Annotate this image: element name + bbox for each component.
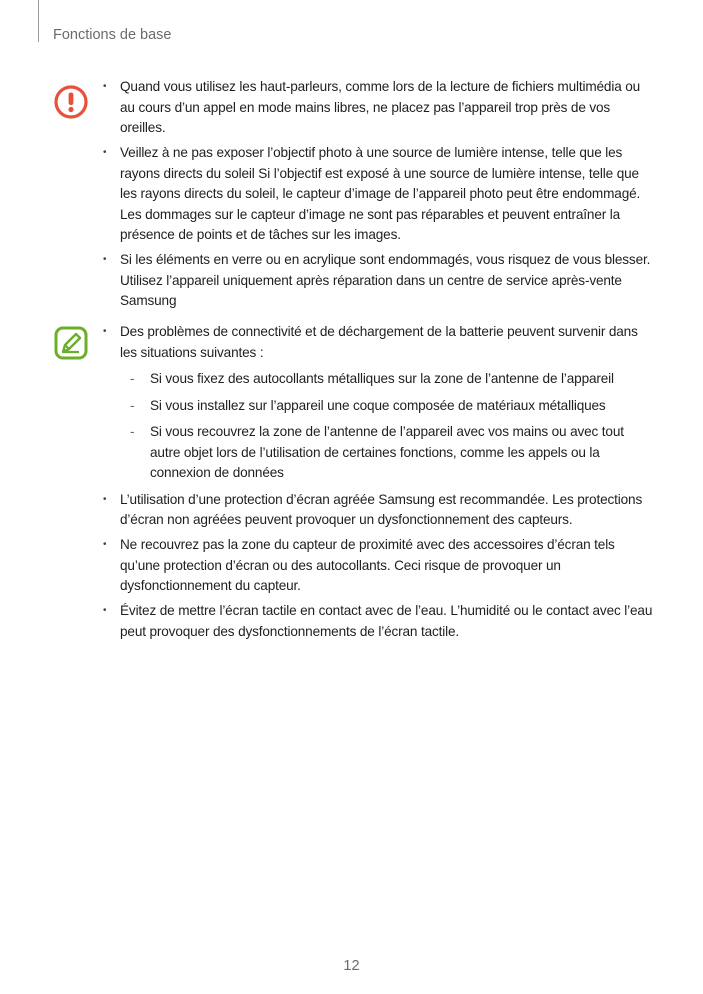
note-sub-item: - Si vous recouvrez la zone de l’antenne de l’appareil avec vos mains ou avec tout autre objet lors de l’utilisation de certaines fonctions, comme les appels ou la connexion de données: [120, 422, 655, 484]
page-number: 12: [343, 958, 360, 974]
caution-list: [103, 77, 655, 316]
note-item: • Évitez de mettre l’écran tactile en contact avec de l’eau. L’humidité ou le contact avec l’eau peut provoquer des dysfonctionnements de l’écran tactile.: [103, 601, 655, 642]
note-list: [103, 322, 655, 647]
note-item: • L’utilisation d’une protection d’écran agréée Samsung est recommandée. Les protections d’écran non agréées peuvent provoquer un dysfonctionnement des capteurs.: [103, 490, 655, 531]
caution-item: • Veillez à ne pas exposer l’objectif photo à une source de lumière intense, telle que les rayons directs du soleil Si l’objectif est exposé à une source de lumière intense, telle que les rayons directs du soleil, le capteur d’image de l’appareil photo peut être endommagé. Les dommages sur le capteur d’image ne sont pas réparables et peuvent entraîner la présence de points et de tâches sur les images.: [103, 143, 655, 246]
note-intro-text: Des problèmes de connectivité et de déchargement de la batterie peuvent survenir dans les situations suivantes :: [120, 324, 638, 360]
note-sub-item: - Si vous installez sur l’appareil une coque composée de matériaux métalliques: [120, 396, 655, 417]
note-item: • Ne recouvrez pas la zone du capteur de proximité avec des accessoires d’écran tels qu’une protection d’écran ou des autocollants. Ceci risque de provoquer un dysfonctionnement du capteur.: [103, 535, 655, 597]
caution-item: • Si les éléments en verre ou en acrylique sont endommagés, vous risquez de vous blesser. Utilisez l’appareil uniquement après réparation dans un centre de service après-vente Samsung: [103, 250, 655, 312]
note-sub-item: - Si vous fixez des autocollants métalliques sur la zone de l’antenne de l’appareil: [120, 369, 655, 390]
section-title: Fonctions de base: [53, 27, 172, 43]
note-pencil-icon: [53, 325, 89, 361]
caution-exclamation-icon: [53, 84, 89, 120]
note-item-intro: [103, 322, 655, 484]
caution-item: • Quand vous utilisez les haut-parleurs, comme lors de la lecture de fichiers multimédia ou au cours d’un appel en mode mains libres, ne placez pas l’appareil trop près de vos oreilles.: [103, 77, 655, 139]
header-divider: [38, 0, 39, 42]
note-sub-list: [120, 369, 655, 484]
